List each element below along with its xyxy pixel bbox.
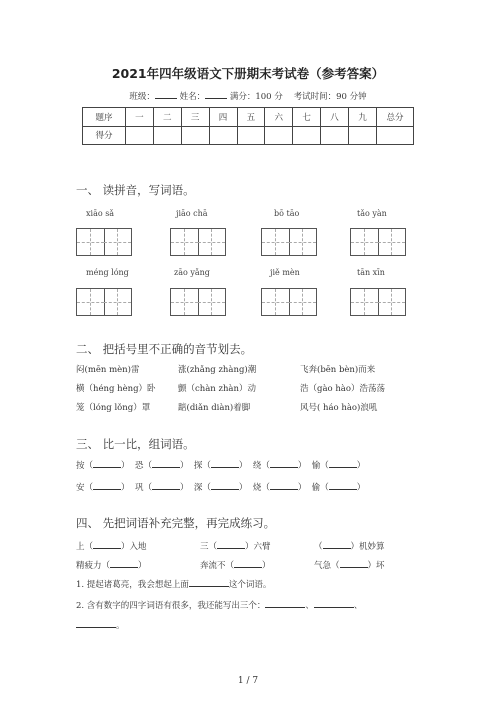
idiom-prefix: 气急（ (314, 561, 340, 571)
answer-blank[interactable] (76, 620, 116, 628)
question-2-continued (76, 619, 125, 631)
writing-grid[interactable] (261, 228, 317, 256)
answer-blank[interactable] (211, 460, 239, 468)
full-score: 满分：100 分 (229, 92, 283, 102)
answer-blank[interactable] (270, 460, 298, 468)
answer-blank[interactable] (265, 600, 305, 608)
idiom-prefix: 三（ (200, 542, 218, 552)
writing-grid[interactable] (170, 288, 226, 316)
compare-word-row: 按（ ） 恐（ ） 探（ ） 绕（ ） 愉（ ） (76, 461, 366, 471)
syllable-item[interactable]: 浩（gào hào）浩荡荡 (300, 384, 385, 394)
pinyin-label: tān xīn (357, 268, 385, 277)
syllable-item[interactable]: 涨(zhǎng zhàng)潮 (178, 365, 257, 375)
syllable-item[interactable]: 踮(diǎn diàn)着脚 (178, 403, 251, 413)
syllable-item[interactable]: 飞奔(bēn bèn)而来 (300, 365, 376, 375)
question-text: 1. 提起诸葛亮，我会想起上面 (76, 580, 189, 590)
compare-char: 烧 (252, 483, 262, 493)
question-1 (76, 578, 271, 590)
idiom-suffix: ）六臂 (245, 542, 271, 552)
name-blank[interactable] (205, 90, 227, 99)
syllable-item[interactable]: 颤（chàn zhàn）动 (178, 384, 256, 394)
compare-char: 绕 (252, 461, 262, 471)
compare-char: 恐 (134, 461, 144, 471)
syllable-item[interactable]: 横（héng hèng）卧 (76, 384, 156, 394)
answer-blank[interactable] (314, 600, 354, 608)
table-cell: 二 (153, 108, 181, 127)
idiom-prefix: 奔流不（ (200, 561, 235, 571)
compare-char: 深 (193, 483, 203, 493)
compare-char: 巩 (134, 483, 144, 493)
class-label: 班级： (129, 92, 155, 102)
score-table-header-row (83, 108, 414, 127)
compare-char: 安 (76, 483, 85, 493)
answer-blank[interactable] (211, 482, 239, 490)
writing-grid[interactable] (76, 288, 132, 316)
pinyin-label: jiāo chā (176, 209, 208, 218)
page-number: 1 / 7 (237, 676, 259, 686)
pinyin-label: xiāo sǎ (86, 209, 115, 218)
writing-grid[interactable] (350, 228, 406, 256)
score-cell[interactable] (321, 126, 349, 145)
score-cell[interactable] (181, 126, 209, 145)
score-cell[interactable] (237, 126, 265, 145)
question-text: 2. 含有数字的四字词语有很多，我还能写出三个： (76, 601, 266, 611)
answer-blank[interactable] (234, 560, 262, 568)
table-cell: 一 (126, 108, 154, 127)
pinyin-label: méng lóng (86, 268, 129, 277)
answer-blank[interactable] (93, 460, 121, 468)
answer-blank[interactable] (323, 541, 351, 549)
question-2 (76, 599, 362, 611)
idiom-suffix: ） (138, 561, 147, 571)
table-cell: 题序 (83, 108, 126, 127)
pinyin-label: bō tāo (274, 209, 300, 218)
idiom-suffix: ）坏 (367, 561, 385, 571)
idiom-prefix: （ (314, 542, 323, 552)
section2-heading: 二、 把括号里不正确的音节划去。 (76, 342, 253, 356)
table-cell: 总分 (377, 108, 414, 127)
answer-blank[interactable] (93, 541, 121, 549)
answer-blank[interactable] (340, 560, 368, 568)
pinyin-label: tǎo yàn (357, 209, 387, 218)
score-cell[interactable] (153, 126, 181, 145)
answer-blank[interactable] (110, 560, 138, 568)
idiom-item (76, 540, 147, 552)
idiom-item (200, 540, 271, 552)
idiom-suffix: ）机妙算 (350, 542, 385, 552)
separator: 、 (353, 601, 363, 611)
pinyin-label: zāo yǎng (174, 268, 210, 277)
compare-word-row: 安（ ） 巩（ ） 深（ ） 烧（ ） 偷（ ） (76, 483, 366, 493)
table-cell: 四 (209, 108, 237, 127)
answer-blank[interactable] (270, 482, 298, 490)
idiom-prefix: 上（ (76, 542, 94, 552)
question-text: 这个词语。 (228, 580, 272, 590)
table-cell: 三 (181, 108, 209, 127)
answer-blank[interactable] (329, 460, 357, 468)
score-cell[interactable] (265, 126, 293, 145)
section3-heading: 三、 比一比，组词语。 (76, 437, 195, 451)
exam-info-line (0, 90, 496, 102)
answer-blank[interactable] (217, 541, 245, 549)
syllable-item[interactable]: 闷(mēn mèn)雷 (76, 365, 140, 375)
idiom-item (314, 540, 385, 552)
writing-grid[interactable] (350, 288, 406, 316)
writing-grid[interactable] (170, 228, 226, 256)
writing-grid[interactable] (76, 228, 132, 256)
table-cell: 五 (237, 108, 265, 127)
score-table (82, 107, 414, 145)
idiom-suffix: ） (262, 561, 271, 571)
table-cell: 六 (265, 108, 293, 127)
section4-heading: 四、 先把词语补充完整，再完成练习。 (76, 516, 276, 530)
score-cell[interactable] (349, 126, 377, 145)
idiom-item (76, 559, 147, 571)
compare-char: 按 (76, 461, 85, 471)
answer-blank[interactable] (152, 482, 180, 490)
score-table-score-row (83, 126, 414, 145)
syllable-item[interactable]: 风号( háo hào)浪吼 (300, 403, 378, 413)
answer-blank[interactable] (329, 482, 357, 490)
score-cell[interactable] (209, 126, 237, 145)
writing-grid[interactable] (261, 288, 317, 316)
section1-heading: 一、 读拼音，写词语。 (76, 183, 195, 197)
idiom-suffix: ）入地 (121, 542, 147, 552)
compare-char: 探 (193, 461, 203, 471)
table-cell: 得分 (83, 126, 126, 145)
pinyin-label: jiě mèn (270, 268, 300, 277)
period: 。 (116, 621, 125, 631)
idiom-item (314, 559, 385, 571)
compare-char: 愉 (311, 461, 321, 471)
page-title: 2021年四年级语文下册期末考试卷（参考答案） (111, 66, 385, 81)
table-cell: 九 (349, 108, 377, 127)
class-blank[interactable] (155, 90, 177, 99)
answer-blank[interactable] (189, 579, 229, 587)
answer-blank[interactable] (152, 460, 180, 468)
idiom-prefix: 精疲力（ (76, 561, 111, 571)
table-cell: 七 (293, 108, 321, 127)
exam-time: 考试时间：90 分钟 (293, 92, 367, 102)
compare-char: 偷 (311, 483, 321, 493)
score-cell[interactable] (293, 126, 321, 145)
answer-blank[interactable] (93, 482, 121, 490)
score-cell[interactable] (126, 126, 154, 145)
syllable-item[interactable]: 笼（lóng lǒng）罩 (76, 403, 151, 413)
idiom-item (200, 559, 271, 571)
separator: 、 (305, 601, 314, 611)
score-cell[interactable] (377, 126, 414, 145)
table-cell: 八 (321, 108, 349, 127)
name-label: 姓名： (179, 92, 206, 102)
